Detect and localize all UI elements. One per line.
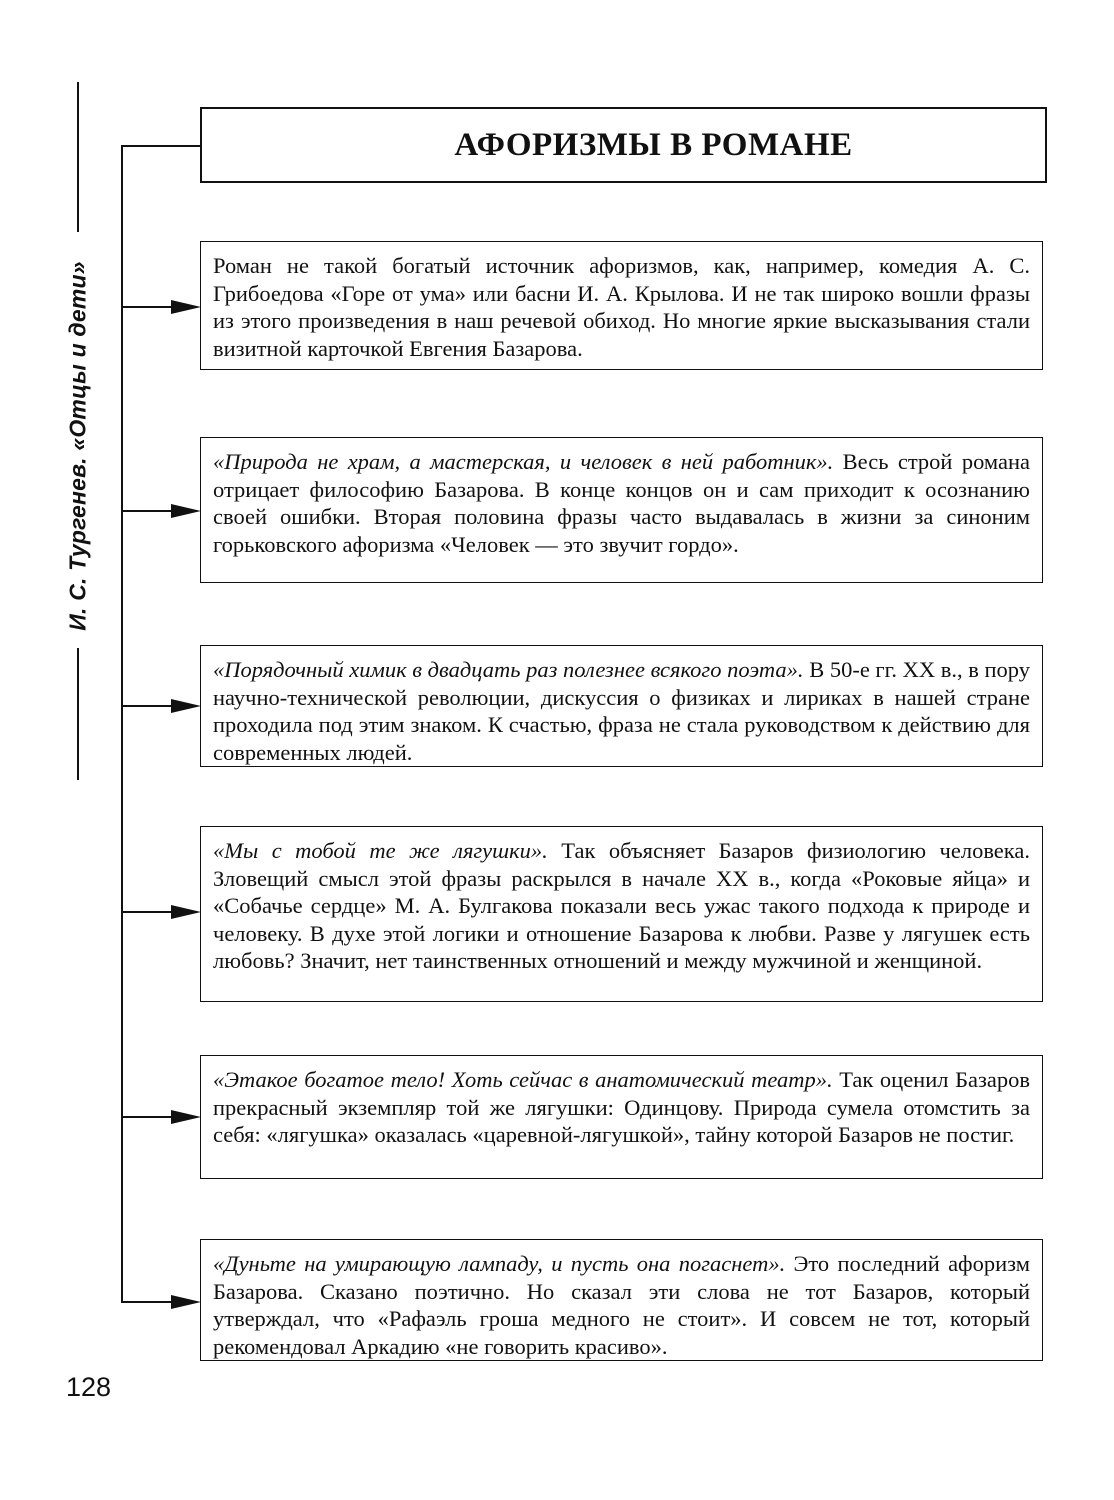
connector-branch-1 bbox=[121, 306, 173, 308]
aphorism-quote: «Порядочный химик в двадцать раз полезнее всякого поэта». bbox=[213, 657, 804, 682]
aphorism-paragraph bbox=[213, 837, 1030, 975]
title-box bbox=[200, 107, 1047, 183]
aphorism-paragraph bbox=[213, 1250, 1030, 1360]
margin-rule-top bbox=[77, 82, 79, 232]
intro-paragraph bbox=[213, 252, 1030, 362]
intro-text: Роман не такой богатый источник афоризмов, как, например, комедия А. С. Грибоедова «Горе от ума» или басни И. А. Крылова. И не так широко вошли фразы из этого произведения в наш речевой обиход. Но многие яркие высказывания стали визитной карточкой Евгения Базарова. bbox=[213, 253, 1030, 361]
margin-rule-bottom bbox=[77, 648, 79, 780]
running-head: И. С. Тургенев. «Отцы и дети» bbox=[64, 261, 91, 631]
arrow-right-icon bbox=[171, 905, 201, 919]
aphorism-box-5 bbox=[200, 1055, 1043, 1179]
aphorism-quote: «Мы с тобой те же лягушки». bbox=[213, 838, 548, 863]
connector-spine bbox=[121, 145, 123, 1301]
arrow-right-icon bbox=[171, 504, 201, 518]
arrow-right-icon bbox=[171, 1110, 201, 1124]
connector-branch-6 bbox=[121, 1301, 173, 1303]
page-number: 128 bbox=[66, 1372, 112, 1402]
aphorism-box-intro bbox=[200, 241, 1043, 370]
arrow-right-icon bbox=[171, 699, 201, 713]
page-title: АФОРИЗМЫ В РОМАНЕ bbox=[454, 126, 853, 163]
aphorism-box-4 bbox=[200, 826, 1043, 1002]
connector-branch-5 bbox=[121, 1116, 173, 1118]
aphorism-box-3 bbox=[200, 645, 1043, 767]
arrow-right-icon bbox=[171, 300, 201, 314]
arrow-right-icon bbox=[171, 1295, 201, 1309]
aphorism-commentary: В 50-е гг. XX в., в пору научно-технической революции, дискуссия о физиках и лириках в нашей стране проходила под этим знаком. К счастью, фраза не стала руководством к действию для современных людей. bbox=[213, 657, 1030, 765]
aphorism-paragraph bbox=[213, 656, 1030, 766]
aphorism-box-6 bbox=[200, 1239, 1043, 1361]
aphorism-commentary: Так оценил Базаров прекрасный экземпляр той же лягушки: Одинцову. Природа сумела отомстить за себя: «лягушка» оказалась «царевной-лягушкой», тайну которой Базаров не постиг. bbox=[213, 1067, 1030, 1147]
aphorism-commentary: Это последний афоризм Базарова. Сказано поэтично. Но сказал эти слова не тот Базаров, который утверждал, что «Рафаэль гроша медного не стоит». И совсем не тот, который рекомендовал Аркадию «не говорить красиво». bbox=[213, 1251, 1030, 1359]
connector-branch-3 bbox=[121, 705, 173, 707]
aphorism-quote: «Природа не храм, а мастерская, и человек в ней работник». bbox=[213, 449, 834, 474]
connector-branch-2 bbox=[121, 510, 173, 512]
aphorism-quote: «Этакое богатое тело! Хоть сейчас в анатомический театр». bbox=[213, 1067, 833, 1092]
connector-title bbox=[121, 145, 202, 147]
aphorism-commentary: Так объясняет Базаров физиологию человека. Зловещий смысл этой фразы раскрылся в начале XX в., когда «Роковые яйца» и «Собачье сердце» М. А. Булгакова показали весь ужас такого подхода к природе и человеку. В духе этой логики и отношение Базарова к любви. Разве у лягушек есть любовь? Значит, нет таинственных отношений и между мужчиной и женщиной. bbox=[213, 838, 1030, 973]
aphorism-box-2 bbox=[200, 437, 1043, 583]
aphorism-paragraph bbox=[213, 448, 1030, 558]
aphorism-quote: «Дуньте на умирающую лампаду, и пусть она погаснет». bbox=[213, 1251, 786, 1276]
aphorism-commentary: Весь строй романа отрицает философию Базарова. В конце концов он и сам приходит к осознанию своей ошибки. Вторая половина фразы часто выдавалась в жизни за синоним горьковского афоризма «Человек — это звучит гордо». bbox=[213, 449, 1030, 557]
connector-branch-4 bbox=[121, 911, 173, 913]
aphorism-paragraph bbox=[213, 1066, 1030, 1149]
